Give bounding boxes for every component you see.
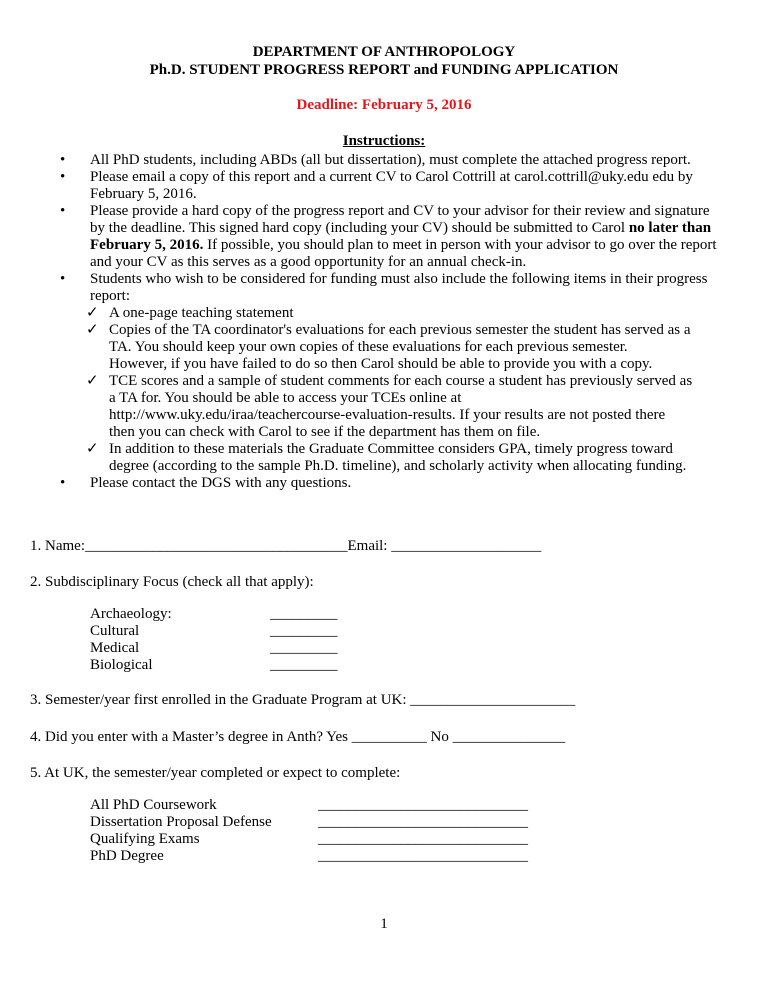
report-title: Ph.D. STUDENT PROGRESS REPORT and FUNDING APPLICATION: [149, 62, 619, 78]
masters-degree-field[interactable]: 4. Did you enter with a Master’s degree in Anth? Yes __________ No _______________: [30, 729, 566, 745]
bullet-icon: •: [60, 169, 66, 185]
bullet-icon: •: [60, 475, 66, 491]
name-email-field[interactable]: 1. Name:___________________________________Email: ____________________: [30, 538, 542, 554]
milestone-label: Dissertation Proposal Defense: [90, 814, 272, 830]
milestone-label: Qualifying Exams: [90, 831, 200, 847]
instruction-item: • Please provide a hard copy of the progress report and CV to your advisor for their review and signature by the deadline. This signed hard copy (including your CV) should be submitted to Carol no later than February 5, 2016. If possible, you should plan to meet in person with your advisor to go over the report and your CV as this serves as a good opportunity for an annual check-in.: [60, 203, 717, 270]
checkmark-icon: ✓: [86, 373, 99, 389]
milestone-blank[interactable]: ____________________________: [318, 831, 528, 847]
requirement-item: ✓ Copies of the TA coordinator's evaluations for each previous semester the student has served as a TA. You should keep your own copies of these evaluations for each previous semester. However, if you have failed to do so then Carol should be able to provide you with a copy.: [86, 322, 691, 372]
instruction-item: • All PhD students, including ABDs (all but dissertation), must complete the attached progress report.: [60, 152, 691, 168]
requirement-item: ✓ TCE scores and a sample of student comments for each course a student has previously served as a TA for. You should be able to access your TCEs online at http://www.uky.edu/iraa/teachercourse-evaluation-results. If your results are not posted there then you can check with Carol to see if the department has them on file.: [86, 373, 693, 440]
page-number: 1: [380, 916, 388, 932]
bullet-icon: •: [60, 152, 66, 168]
instruction-item: • Students who wish to be considered for funding must also include the following items in their progress report: ✓ A one-page teaching statement ✓ Copies of the TA coordinator's evaluations for each previous semester the student has served as a TA. You should keep your own copies of these evaluations for each previous semester. However, if you have failed to do so then Carol should be able to provide you with a copy. ✓ TCE scores and a sample of student comments for each course a student has previously served as a TA for. You should be able to access your TCEs online at http://www.uky.edu/iraa/teachercourse-evaluation-results. If your results are not posted there then you can check with Carol to see if the department has them on file. ✓ In addition to these materials the Graduate Committee considers GPA, timely progress toward degree (according to the sample Ph.D. timeline), and scholarly activity when allocating funding.: [60, 271, 740, 475]
checkmark-icon: ✓: [86, 305, 99, 321]
bullet-icon: •: [60, 203, 66, 219]
completion-question: 5. At UK, the semester/year completed or expect to complete:: [30, 765, 401, 781]
subdiscipline-label: Medical: [90, 640, 140, 656]
requirement-item: ✓ In addition to these materials the Graduate Committee considers GPA, timely progress toward degree (according to the sample Ph.D. timeline), and scholarly activity when allocating funding.: [86, 441, 687, 474]
instruction-item: • Please email a copy of this report and a current CV to Carol Cottrill at carol.cottrill@uky.edu edu by February 5, 2016.: [60, 169, 693, 202]
subdiscipline-blank[interactable]: _________: [270, 657, 338, 673]
funding-requirements-list: [86, 305, 740, 475]
instructions-list: [60, 152, 740, 492]
department-heading: DEPARTMENT OF ANTHROPOLOGY: [252, 44, 516, 60]
first-enrolled-field[interactable]: 3. Semester/year first enrolled in the Graduate Program at UK: ______________________: [30, 692, 576, 708]
requirement-item: ✓ A one-page teaching statement: [86, 305, 294, 321]
subdiscipline-blank[interactable]: _________: [270, 640, 338, 656]
deadline: Deadline: February 5, 2016: [296, 97, 472, 113]
subdiscipline-question: 2. Subdisciplinary Focus (check all that apply):: [30, 574, 314, 590]
milestone-blank[interactable]: ____________________________: [318, 814, 528, 830]
milestone-label: PhD Degree: [90, 848, 164, 864]
milestone-blank[interactable]: ____________________________: [318, 797, 528, 813]
checkmark-icon: ✓: [86, 441, 99, 457]
bullet-icon: •: [60, 271, 66, 287]
subdiscipline-blank[interactable]: _________: [270, 623, 338, 639]
instruction-item: • Please contact the DGS with any questions.: [60, 475, 352, 491]
instructions-heading: Instructions:: [342, 133, 426, 149]
subdiscipline-label: Biological: [90, 657, 153, 673]
subdiscipline-blank[interactable]: _________: [270, 606, 338, 622]
subdiscipline-label: Archaeology:: [90, 606, 172, 622]
milestone-blank[interactable]: ____________________________: [318, 848, 528, 864]
milestone-label: All PhD Coursework: [90, 797, 217, 813]
checkmark-icon: ✓: [86, 322, 99, 338]
subdiscipline-label: Cultural: [90, 623, 140, 639]
